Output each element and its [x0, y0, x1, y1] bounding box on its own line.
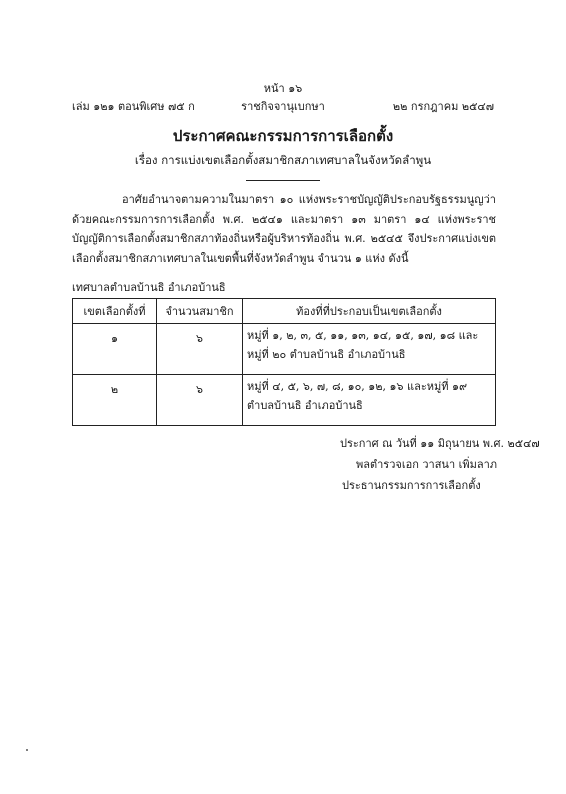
area-line: ตำบลบ้านธิ อำเภอบ้านธิ — [247, 399, 363, 412]
signatory-position: ประธานกรรมการการเลือกตั้ง — [342, 479, 481, 492]
publication-date: ๒๒ กรกฎาคม ๒๕๔๗ — [392, 100, 494, 113]
municipality-label: เทศบาลตำบลบ้านธิ อำเภอบ้านธิ — [72, 281, 226, 294]
body-paragraph: อาศัยอำนาจตามความในมาตรา ๑๐ แห่งพระราชบัญญัติประกอบรัฐธรรมนูญว่าด้วยคณะกรรมการการเลือกตั้ง พ.ศ. ๒๕๔๑ และมาตรา ๑๓ มาตรา ๑๔ แห่งพระราชบัญญัติการเลือกตั้งสมาชิกสภาท้องถิ่นหรือผู้บริหารท้องถิ่น พ.ศ. ๒๕๔๕ จึงประกาศแบ่งเขตเลือกตั้งสมาชิกสภาเทศบาลในเขตพื้นที่จังหวัดลำพูน จำนวน ๑ แห่ง ดังนี้ — [72, 193, 496, 265]
member-count: ๖ — [157, 375, 243, 426]
area-line: หมู่ที่ ๒๐ ตำบลบ้านธิ อำเภอบ้านธิ — [247, 348, 406, 361]
district-number: ๑ — [73, 324, 157, 375]
member-count: ๖ — [157, 324, 243, 375]
district-number: ๒ — [73, 375, 157, 426]
document-title: ประกาศคณะกรรมการการเลือกตั้ง — [172, 127, 394, 145]
volume-issue: เล่ม ๑๒๑ ตอนพิเศษ ๗๕ ก — [72, 100, 195, 113]
page-number: หน้า ๑๖ — [263, 82, 303, 95]
district-table — [72, 298, 496, 426]
document-subject: เรื่อง การแบ่งเขตเลือกตั้งสมาชิกสภาเทศบาลในจังหวัดลำพูน — [134, 153, 432, 167]
area-line: หมู่ที่ ๑, ๒, ๓, ๕, ๑๑, ๑๓, ๑๔, ๑๕, ๑๗, ๑๘ และ — [247, 329, 479, 342]
header-area: ท้องที่ที่ประกอบเป็นเขตเลือกตั้ง — [243, 299, 496, 324]
table-row — [73, 324, 496, 375]
header-members: จำนวนสมาชิก — [157, 299, 243, 324]
scan-speck — [26, 749, 28, 751]
header-district: เขตเลือกตั้งที่ — [73, 299, 157, 324]
district-area — [243, 324, 496, 375]
district-area — [243, 375, 496, 426]
table-row — [73, 375, 496, 426]
area-line: หมู่ที่ ๔, ๕, ๖, ๗, ๘, ๑๐, ๑๒, ๑๖ และหมู่ที่ ๑๙ — [247, 380, 468, 393]
table-header-row — [73, 299, 496, 324]
gazette-name: ราชกิจจานุเบกษา — [241, 100, 325, 113]
divider-rule — [246, 180, 320, 181]
announcement-date: ประกาศ ณ วันที่ ๑๑ มิถุนายน พ.ศ. ๒๕๔๗ — [340, 437, 540, 450]
signatory-name: พลตำรวจเอก วาสนา เพิ่มลาภ — [356, 458, 498, 471]
